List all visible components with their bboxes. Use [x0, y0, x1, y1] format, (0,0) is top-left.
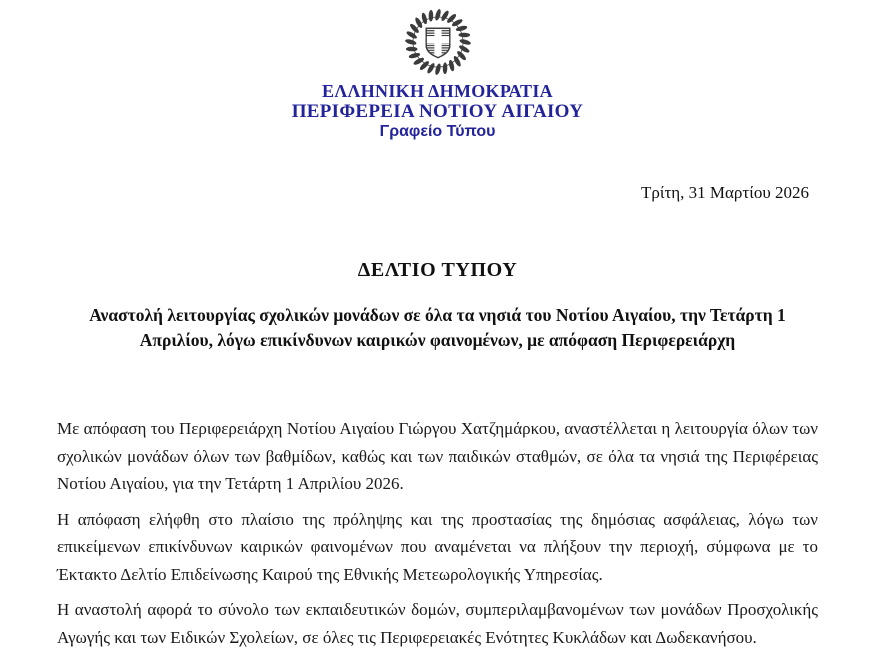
body-paragraph: Η αναστολή αφορά το σύνολο των εκπαιδευτικών δομών, συμπεριλαμβανομένων των μονάδων Προσχολικής Αγωγής και των Ειδικών Σχολείων, σε όλες τις Περιφερειακές Ενότητες Κυκλάδων και Δωδεκανήσου. [57, 600, 818, 647]
letterhead-region: ΠΕΡΙΦΕΡΕΙΑ ΝΟΤΙΟΥ ΑΙΓΑΙΟΥ [291, 101, 584, 122]
body-paragraph: Η απόφαση ελήφθη στο πλαίσιο της πρόληψης και της προστασίας της δημόσιας ασφάλειας, λόγω των επικείμενων επικίνδυνων καιρικών φαινομένων που αναμένεται να πλήξουν την περιοχή, σύμφωνα με το Έκτακτο Δελτίο Επιδείνωσης Καιρού της Εθνικής Μετεωρολογικής Υπηρεσίας. [57, 509, 818, 584]
body-paragraph: Με απόφαση του Περιφερειάρχη Νοτίου Αιγαίου Γιώργου Χατζημάρκου, αναστέλλεται η λειτουργία όλων των σχολικών μονάδων όλων των βαθμίδων, καθώς και των παιδικών σταθμών, σε όλα τα νησιά της Περιφέρειας Νοτίου Αιγαίου, για την Τετάρτη 1 Απριλίου 2026. [57, 419, 818, 493]
document-title: Αναστολή λειτουργίας σχολικών μονάδων σε όλα τα νησιά του Νοτίου Αιγαίου, την Τετάρτη 1 Απριλίου, λόγω επικίνδυνων καιρικών φαινομένων, με απόφαση Περιφερειάρχη [89, 305, 786, 350]
letterhead [0, 0, 875, 141]
letterhead-republic: ΕΛΛΗΝΙΚΗ ΔΗΜΟΚΡΑΤΙΑ [322, 81, 553, 101]
letterhead-press-office: Γραφείο Τύπου [379, 123, 496, 140]
greek-coat-of-arms-icon [388, 8, 488, 76]
date-line: Τρίτη, 31 Μαρτίου 2026 [641, 183, 809, 202]
press-release-heading: ΔΕΛΤΙΟ ΤΥΠΟΥ [357, 259, 518, 281]
document-body [57, 415, 818, 651]
